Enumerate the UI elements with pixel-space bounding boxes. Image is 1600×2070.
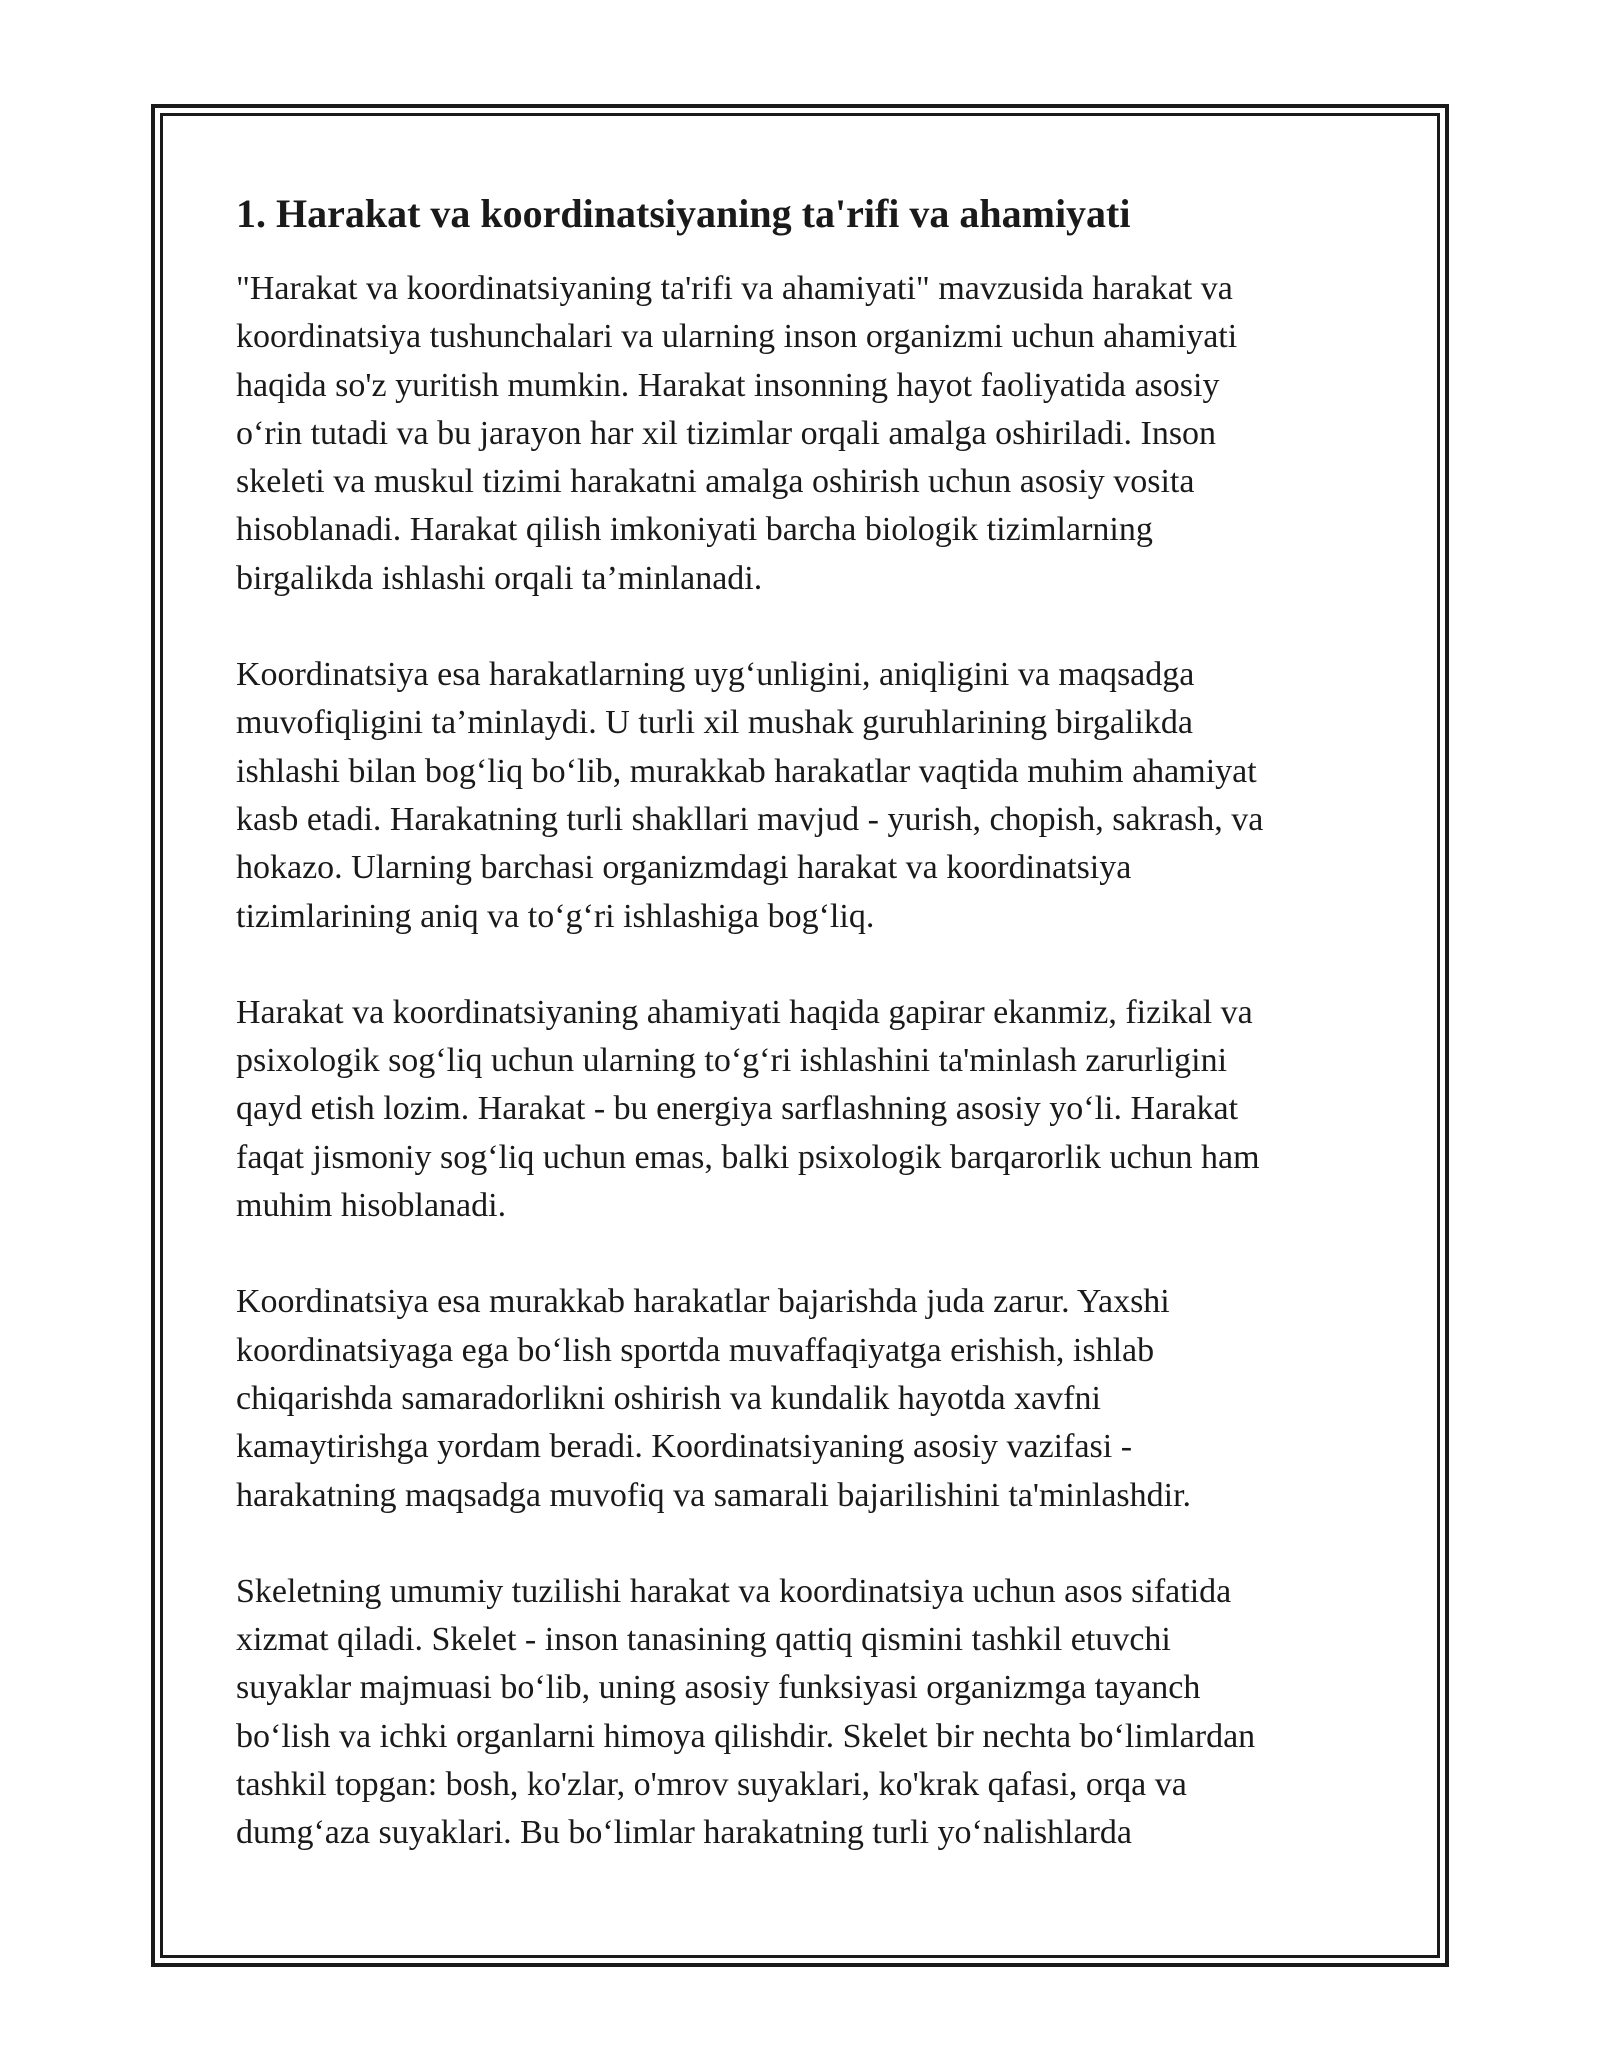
text-line: Koordinatsiya esa murakkab harakatlar bajarishda juda zarur. Yaxshi — [236, 1283, 1170, 1321]
paragraph-importance — [236, 989, 1366, 1230]
text-line: hokazo. Ularning barchasi organizmdagi harakat va koordinatsiya — [236, 849, 1132, 887]
text-line: hisoblanadi. Harakat qilish imkoniyati barcha biologik tizimlarning — [236, 511, 1153, 549]
text-line: tashkil topgan: bosh, ko'zlar, o'mrov suyaklari, ko'krak qafasi, orqa va — [236, 1766, 1187, 1804]
paragraph-coordination-role — [236, 1278, 1366, 1519]
text-line: haqida so'z yuritish mumkin. Harakat insonning hayot faoliyatida asosiy — [236, 366, 1220, 404]
text-line: kamaytirishga yordam beradi. Koordinatsiyaning asosiy vazifasi - — [236, 1428, 1133, 1466]
text-line: koordinatsiyaga ega bo‘lish sportda muvaffaqiyatga erishish, ishlab — [236, 1331, 1155, 1369]
paragraph-skeleton — [236, 1568, 1366, 1858]
text-line: Harakat va koordinatsiyaning ahamiyati haqida gapirar ekanmiz, fizikal va — [236, 993, 1253, 1031]
text-line: xizmat qiladi. Skelet - inson tanasining qattiq qismini tashkil etuvchi — [236, 1621, 1171, 1659]
text-line: faqat jismoniy sog‘liq uchun emas, balki psixologik barqarorlik uchun ham — [236, 1138, 1260, 1176]
section-heading: 1. Harakat va koordinatsiyaning ta'rifi va ahamiyati — [236, 191, 1131, 236]
text-line: birgalikda ishlashi orqali ta’minlanadi. — [236, 559, 763, 597]
text-line: chiqarishda samaradorlikni oshirish va kundalik hayotda xavfni — [236, 1379, 1101, 1417]
text-line: Koordinatsiya esa harakatlarning uyg‘unligini, aniqligini va maqsadga — [236, 656, 1195, 694]
text-line: dumg‘aza suyaklari. Bu bo‘limlar harakatning turli yo‘nalishlarda — [236, 1814, 1133, 1852]
text-line: o‘rin tutadi va bu jarayon har xil tizimlar orqali amalga oshiriladi. Inson — [236, 414, 1217, 452]
text-line: koordinatsiya tushunchalari va ularning inson organizmi uchun ahamiyati — [236, 318, 1238, 356]
text-line: psixologik sog‘liq uchun ularning to‘g‘ri ishlashini ta'minlash zarurligini — [236, 1042, 1228, 1080]
text-line: tizimlarining aniq va to‘g‘ri ishlashiga bog‘liq. — [236, 897, 875, 935]
text-line: qayd etish lozim. Harakat - bu energiya sarflashning asosiy yo‘li. Harakat — [236, 1090, 1239, 1128]
text-line: kasb etadi. Harakatning turli shakllari mavjud - yurish, chopish, sakrash, va — [236, 800, 1264, 838]
text-line: bo‘lish va ichki organlarni himoya qilishdir. Skelet bir nechta bo‘limlardan — [236, 1717, 1256, 1755]
text-line: muvofiqligini ta’minlaydi. U turli xil mushak guruhlarining birgalikda — [236, 704, 1193, 742]
paragraph-definition — [236, 265, 1366, 603]
text-line: muhim hisoblanadi. — [236, 1187, 507, 1225]
text-line: ishlashi bilan bog‘liq bo‘lib, murakkab harakatlar vaqtida muhim ahamiyat — [236, 752, 1257, 790]
paragraph-coordination — [236, 651, 1366, 941]
text-line: "Harakat va koordinatsiyaning ta'rifi va ahamiyati" mavzusida harakat va — [236, 270, 1233, 307]
text-line: suyaklar majmuasi bo‘lib, uning asosiy funksiyasi organizmga tayanch — [236, 1669, 1201, 1707]
text-line: harakatning maqsadga muvofiq va samarali bajarilishini ta'minlashdir. — [236, 1476, 1192, 1514]
text-line: Skeletning umumiy tuzilishi harakat va koordinatsiya uchun asos sifatida — [236, 1572, 1232, 1610]
text-line: skeleti va muskul tizimi harakatni amalga oshirish uchun asosiy vosita — [236, 463, 1195, 501]
document-body — [236, 182, 1366, 1858]
